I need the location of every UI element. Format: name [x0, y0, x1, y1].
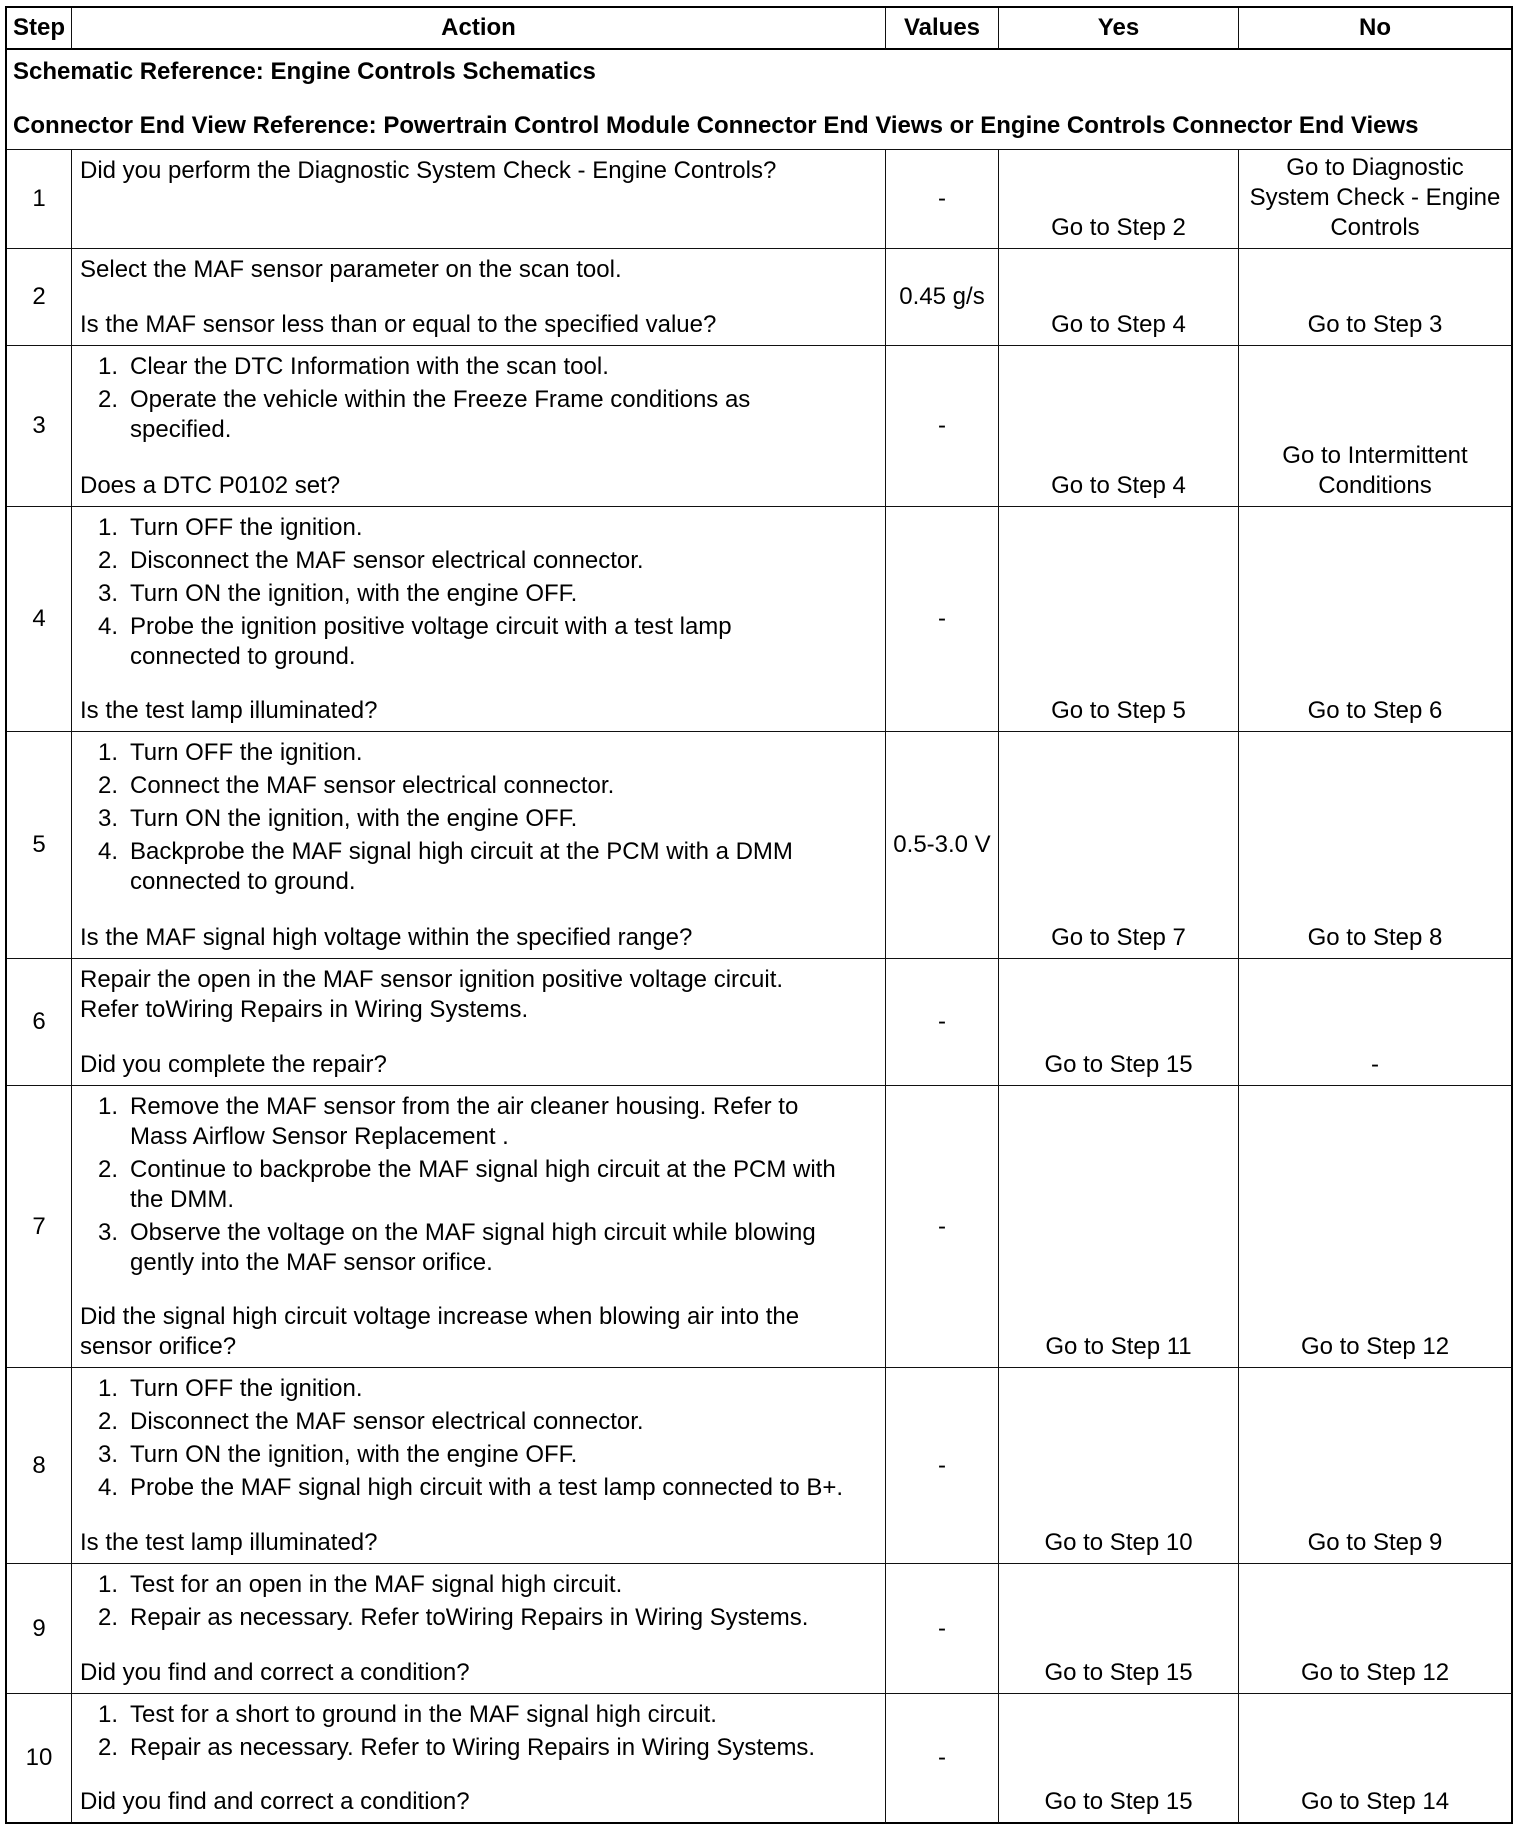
yes-result: Go to Step 4 [1051, 311, 1186, 338]
substep-number: 2. [97, 1156, 118, 1183]
substep-number: 1. [97, 514, 118, 541]
no-result: Go to Step 6 [1307, 697, 1443, 724]
row-10-action [72, 1694, 886, 1824]
substep [80, 1218, 849, 1278]
action-text: Select the MAF sensor parameter on the scan tool. [80, 256, 622, 283]
substep [80, 612, 849, 672]
row-6-step: 6 [7, 959, 72, 1086]
substep [80, 771, 849, 801]
row-4-no [1239, 507, 1513, 732]
row-2-question: Is the MAF sensor less than or equal to the specified value? [80, 311, 717, 338]
row-6-yes [999, 959, 1239, 1086]
substep-text: Continue to backprobe the MAF signal high circuit at the PCM with the DMM. [130, 1156, 836, 1213]
row-10-value: - [886, 1694, 999, 1824]
substep-number: 2. [97, 772, 118, 799]
reference-row [7, 50, 1513, 150]
substep-text: Repair as necessary. Refer to Wiring Repairs in Wiring Systems. [130, 1734, 816, 1761]
row-7-question: Did the signal high circuit voltage increase when blowing air into the sensor orifice? [80, 1303, 800, 1360]
yes-result: Go to Step 7 [1051, 924, 1186, 951]
row-8-no [1239, 1368, 1513, 1564]
row-1-value: - [886, 150, 999, 249]
row-1-yes [999, 150, 1239, 249]
row-1-step: 1 [7, 150, 72, 249]
row-9-action [72, 1564, 886, 1694]
row-4-value: - [886, 507, 999, 732]
no-result: Go to Step 14 [1300, 1788, 1450, 1815]
substep-number: 1. [97, 1375, 118, 1402]
substep-number: 4. [97, 613, 118, 640]
substep [80, 1374, 849, 1404]
yes-result: Go to Step 15 [1044, 1788, 1193, 1815]
substep-text: Backprobe the MAF signal high circuit at the PCM with a DMM connected to ground. [130, 838, 793, 895]
row-4-step: 4 [7, 507, 72, 732]
yes-result: Go to Step 10 [1044, 1529, 1193, 1556]
row-2-yes [999, 249, 1239, 346]
substep [80, 1570, 849, 1600]
substep-text: Test for an open in the MAF signal high circuit. [130, 1571, 623, 1598]
no-result: Go to Step 9 [1307, 1529, 1443, 1556]
substep [80, 1733, 849, 1763]
yes-result: Go to Step 15 [1044, 1051, 1193, 1078]
substep-number: 1. [97, 1571, 118, 1598]
row-7-no [1239, 1086, 1513, 1368]
substep [80, 1603, 849, 1633]
row-7-procedure [80, 1092, 849, 1278]
row-3-value: - [886, 346, 999, 507]
row-10-procedure [80, 1700, 849, 1763]
substep-number: 1. [97, 1093, 118, 1120]
row-2-action [72, 249, 886, 346]
row-2-intro [80, 255, 849, 285]
row-5-procedure [80, 738, 849, 897]
row-4-yes [999, 507, 1239, 732]
diagnostic-table [5, 6, 1513, 1824]
substep-text: Turn ON the ignition, with the engine OFF. [130, 580, 578, 607]
row-5-step: 5 [7, 732, 72, 959]
substep-text: Probe the MAF signal high circuit with a test lamp connected to B+. [130, 1474, 844, 1501]
row-10-no [1239, 1694, 1513, 1824]
substep [80, 352, 849, 382]
no-result: Go to Step 8 [1307, 924, 1443, 951]
row-1-intro [80, 156, 849, 186]
row-9-step: 9 [7, 1564, 72, 1694]
action-text: Repair the open in the MAF sensor ignition positive voltage circuit. [80, 966, 784, 993]
row-3-step: 3 [7, 346, 72, 507]
header-yes: Yes [999, 8, 1239, 50]
substep [80, 1092, 849, 1152]
row-10-question: Did you find and correct a condition? [80, 1788, 470, 1815]
row-10-yes [999, 1694, 1239, 1824]
substep-text: Test for a short to ground in the MAF signal high circuit. [130, 1701, 717, 1728]
row-9-yes [999, 1564, 1239, 1694]
row-5-yes [999, 732, 1239, 959]
substep-number: 3. [97, 1441, 118, 1468]
substep-number: 2. [97, 386, 118, 413]
substep-text: Disconnect the MAF sensor electrical connector. [130, 1408, 644, 1435]
substep-text: Turn ON the ignition, with the engine OFF. [130, 1441, 578, 1468]
substep [80, 513, 849, 543]
row-8-action [72, 1368, 886, 1564]
substep-text: Disconnect the MAF sensor electrical connector. [130, 547, 644, 574]
substep-text: Operate the vehicle within the Freeze Frame conditions as specified. [130, 386, 751, 443]
row-2-no [1239, 249, 1513, 346]
substep-text: Probe the ignition positive voltage circuit with a test lamp connected to ground. [130, 613, 732, 670]
no-result: Go to Intermittent Conditions [1282, 442, 1468, 499]
substep-number: 2. [97, 547, 118, 574]
row-5-question: Is the MAF signal high voltage within the specified range? [80, 924, 693, 951]
row-4-action [72, 507, 886, 732]
substep-number: 2. [97, 1604, 118, 1631]
row-1-action [72, 150, 886, 249]
action-text: Refer toWiring Repairs in Wiring Systems. [80, 996, 529, 1023]
row-7-action [72, 1086, 886, 1368]
substep-number: 1. [97, 739, 118, 766]
substep-number: 4. [97, 838, 118, 865]
substep [80, 837, 849, 897]
substep-number: 1. [97, 1701, 118, 1728]
yes-result: Go to Step 5 [1051, 697, 1186, 724]
substep [80, 1700, 849, 1730]
row-6-intro [80, 965, 849, 1025]
header-step: Step [7, 8, 72, 50]
substep-number: 1. [97, 353, 118, 380]
header-values: Values [886, 8, 999, 50]
substep-number: 3. [97, 805, 118, 832]
yes-result: Go to Step 11 [1045, 1333, 1192, 1360]
substep [80, 385, 849, 445]
schematic-reference: Schematic Reference: Engine Controls Schematics [13, 58, 596, 85]
no-result: Go to Diagnostic System Check - Engine Controls [1249, 154, 1501, 241]
substep [80, 579, 849, 609]
header-no: No [1239, 8, 1513, 50]
substep [80, 1440, 849, 1470]
substep-number: 4. [97, 1474, 118, 1501]
substep [80, 1473, 849, 1503]
row-3-action [72, 346, 886, 507]
substep [80, 1155, 849, 1215]
substep [80, 1407, 849, 1437]
yes-result: Go to Step 4 [1051, 472, 1186, 499]
substep-number: 3. [97, 580, 118, 607]
row-6-action [72, 959, 886, 1086]
row-10-step: 10 [7, 1694, 72, 1824]
row-4-procedure [80, 513, 849, 672]
no-result: Go to Step 12 [1300, 1659, 1450, 1686]
row-3-no [1239, 346, 1513, 507]
row-7-step: 7 [7, 1086, 72, 1368]
substep-number: 3. [97, 1219, 118, 1246]
substep-text: Turn OFF the ignition. [130, 1375, 363, 1402]
row-6-question: Did you complete the repair? [80, 1051, 387, 1078]
substep-number: 2. [97, 1408, 118, 1435]
no-result: - [1371, 1051, 1379, 1078]
row-4-question: Is the test lamp illuminated? [80, 697, 378, 724]
yes-result: Go to Step 15 [1044, 1659, 1193, 1686]
no-result: Go to Step 12 [1300, 1333, 1450, 1360]
row-9-question: Did you find and correct a condition? [80, 1659, 470, 1686]
row-3-question: Does a DTC P0102 set? [80, 472, 341, 499]
row-5-action [72, 732, 886, 959]
row-7-yes [999, 1086, 1239, 1368]
row-9-no [1239, 1564, 1513, 1694]
row-8-question: Is the test lamp illuminated? [80, 1529, 378, 1556]
no-result: Go to Step 3 [1307, 311, 1443, 338]
connector-end-view-reference: Connector End View Reference: Powertrain Control Module Connector End Views or Engine Controls Connector End Views [13, 112, 1419, 139]
substep-text: Turn ON the ignition, with the engine OFF. [130, 805, 578, 832]
row-5-no [1239, 732, 1513, 959]
row-2-value: 0.45 g/s [886, 249, 999, 346]
row-1-no [1239, 150, 1513, 249]
row-8-value: - [886, 1368, 999, 1564]
row-8-procedure [80, 1374, 849, 1503]
substep-text: Turn OFF the ignition. [130, 739, 363, 766]
substep-text: Turn OFF the ignition. [130, 514, 363, 541]
yes-result: Go to Step 2 [1051, 214, 1186, 241]
row-9-value: - [886, 1564, 999, 1694]
substep-number: 2. [97, 1734, 118, 1761]
row-6-value: - [886, 959, 999, 1086]
row-5-value: 0.5-3.0 V [886, 732, 999, 959]
row-3-yes [999, 346, 1239, 507]
header-action: Action [72, 8, 886, 50]
substep [80, 804, 849, 834]
substep [80, 546, 849, 576]
action-text: Did you perform the Diagnostic System Check - Engine Controls? [80, 157, 777, 184]
substep-text: Connect the MAF sensor electrical connector. [130, 772, 615, 799]
row-3-procedure [80, 352, 849, 445]
row-6-no [1239, 959, 1513, 1086]
row-2-step: 2 [7, 249, 72, 346]
substep [80, 738, 849, 768]
row-9-procedure [80, 1570, 849, 1633]
substep-text: Repair as necessary. Refer toWiring Repairs in Wiring Systems. [130, 1604, 809, 1631]
substep-text: Remove the MAF sensor from the air cleaner housing. Refer to Mass Airflow Sensor Replacement . [130, 1093, 799, 1150]
row-7-value: - [886, 1086, 999, 1368]
row-8-yes [999, 1368, 1239, 1564]
substep-text: Clear the DTC Information with the scan tool. [130, 353, 609, 380]
substep-text: Observe the voltage on the MAF signal high circuit while blowing gently into the MAF sensor orifice. [130, 1219, 816, 1276]
row-8-step: 8 [7, 1368, 72, 1564]
